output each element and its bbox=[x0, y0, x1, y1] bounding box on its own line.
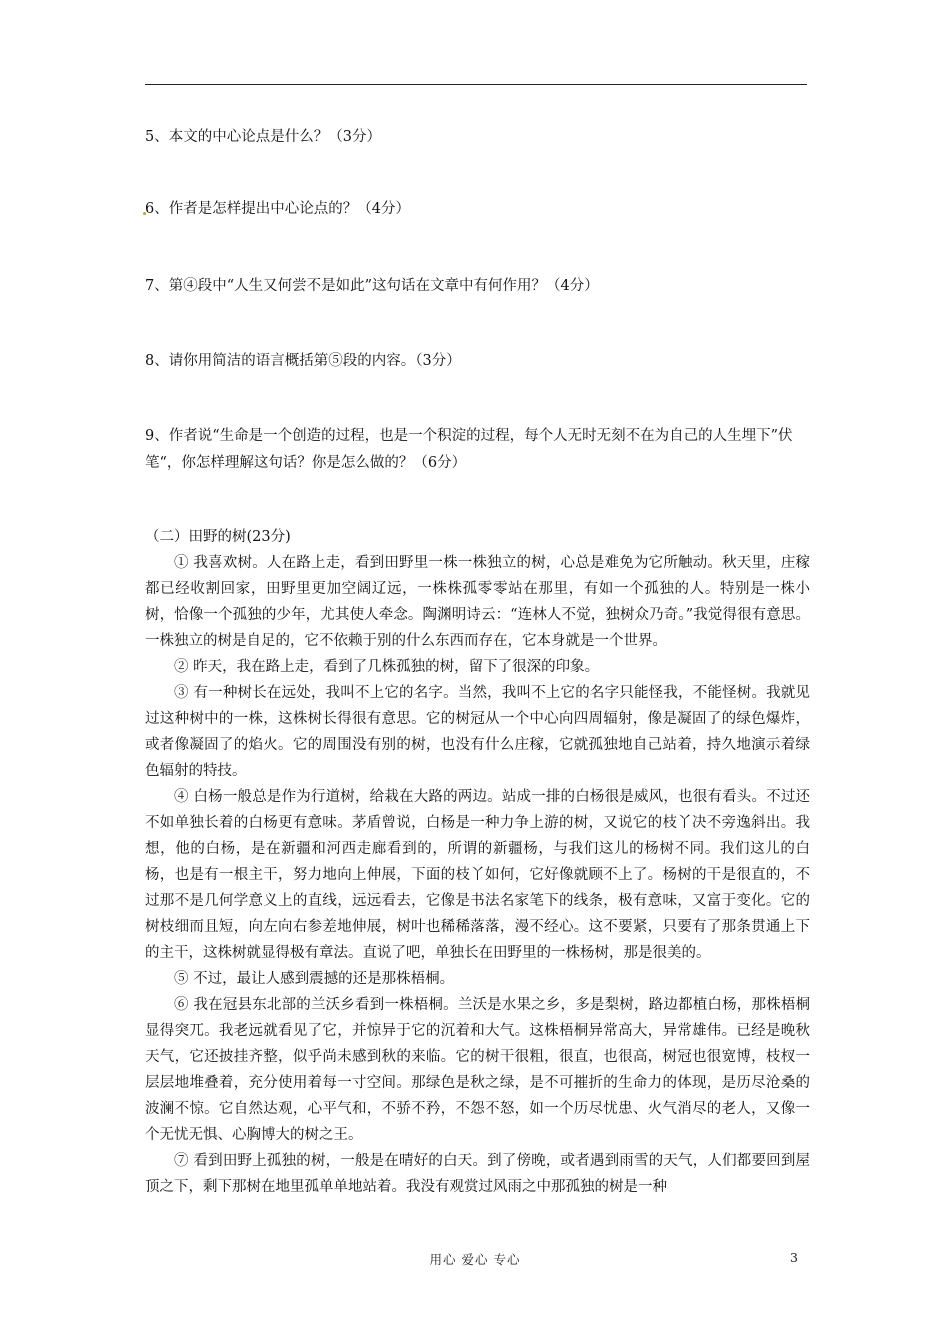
section-title: （二）田野的树(23分) bbox=[145, 529, 291, 545]
question-5: 5、本文的中心论点是什么？（3分） bbox=[145, 129, 381, 145]
paragraph-1: ① 我喜欢树。人在路上走，看到田野里一株一株独立的树，心总是难免为它所触动。秋天里，庄稼都已经收割回家，田野里更加空阔辽远，一株株孤零零站在那里，有如一个孤独的人。特别是一株小树，恰像一个孤独的少年，尤其使人牵念。陶渊明诗云：“连林人不觉，独树众乃奇。”我觉得很有意思。一株独立的树是自足的，它不依赖于别的什么东西而存在，它本身就是一个世界。 bbox=[145, 555, 810, 649]
paragraph-6: ⑥ 我在冠县东北部的兰沃乡看到一株梧桐。兰沃是水果之乡，多是梨树，路边都植白杨，那株梧桐显得突兀。我老远就看见了它，并惊异于它的沉着和大气。这株梧桐异常高大，异常雄伟。已经是晚秋天气，它还披挂齐整，似乎尚未感到秋的来临。它的树干很粗，很直，也很高，树冠也很宽博，枝杈一层层地堆叠着，充分使用着每一寸空间。那绿色是秋之绿，是不可摧折的生命力的体现，是历尽沧桑的波澜不惊。它自然达观，心平气和，不骄不矜，不怨不怒，如一个历尽忧患、火气消尽的老人，又像一个无忧无惧、心胸博大的树之王。 bbox=[145, 997, 810, 1143]
paragraph-2: ② 昨天，我在路上走，看到了几株孤独的树，留下了很深的印象。 bbox=[174, 659, 600, 675]
header-rule bbox=[145, 84, 807, 85]
paragraph-5: ⑤ 不过，最让人感到震撼的还是那株梧桐。 bbox=[174, 971, 455, 987]
paragraph-4: ④ 白杨一般总是作为行道树，给栽在大路的两边。站成一排的白杨很是威风，也很有看头。不过还不如单独长着的白杨更有意味。茅盾曾说，白杨是一种力争上游的树，又说它的枝丫决不旁逸斜出。我想，他的白杨，是在新疆和河西走廊看到的，所谓的新疆杨，与我们这儿的杨树不同。我们这儿的白杨，也是有一根主干，努力地向上伸展，下面的枝丫如何，它好像就顾不上了。杨树的干是很直的，不过那不是几何学意义上的直线，远远看去，它像是书法名家笔下的线条，极有意味，又富于变化。它的树枝细而且短，向左向右参差地伸展，树叶也稀稀落落，漫不经心。这不要紧，只要有了那条贯通上下的主干，这株树就显得极有章法。直说了吧，单独长在田野里的一株杨树，那是很美的。 bbox=[145, 789, 810, 961]
paragraph-3: ③ 有一种树长在远处，我叫不上它的名字。当然，我叫不上它的名字只能怪我，不能怪树。我就见过这种树中的一株，这株树长得很有意思。它的树冠从一个中心向四周辐射，像是凝固了的绿色爆炸，或者像凝固了的焰火。它的周围没有别的树，也没有什么庄稼，它就孤独地自己站着，持久地演示着绿色辐射的特技。 bbox=[145, 685, 810, 779]
question-9: 9、作者说“生命是一个创造的过程，也是一个积淀的过程，每个人无时无刻不在为自己的人生埋下”伏笔“，你怎样理解这句话？你是怎么做的？（6分） bbox=[145, 428, 793, 471]
question-6: 6、作者是怎样提出中心论点的？（4分） bbox=[145, 201, 410, 217]
question-7: 7、第④段中“人生又何尝不是如此”这句话在文章中有何作用？（4分） bbox=[145, 278, 599, 294]
footer-motto: 用心 爱心 专心 bbox=[429, 1252, 521, 1267]
question-8: 8、请你用简洁的语言概括第⑤段的内容。（3分） bbox=[145, 353, 461, 369]
reading-section bbox=[145, 524, 810, 1200]
page-number: 3 bbox=[790, 1250, 798, 1265]
paragraph-7: ⑦ 看到田野上孤独的树，一般是在晴好的白天。到了傍晚，或者遇到雨雪的天气，人们都要回到屋顶之下，剩下那树在地里孤单单地站着。我没有观赏过风雨之中那孤独的树是一种 bbox=[145, 1153, 810, 1195]
